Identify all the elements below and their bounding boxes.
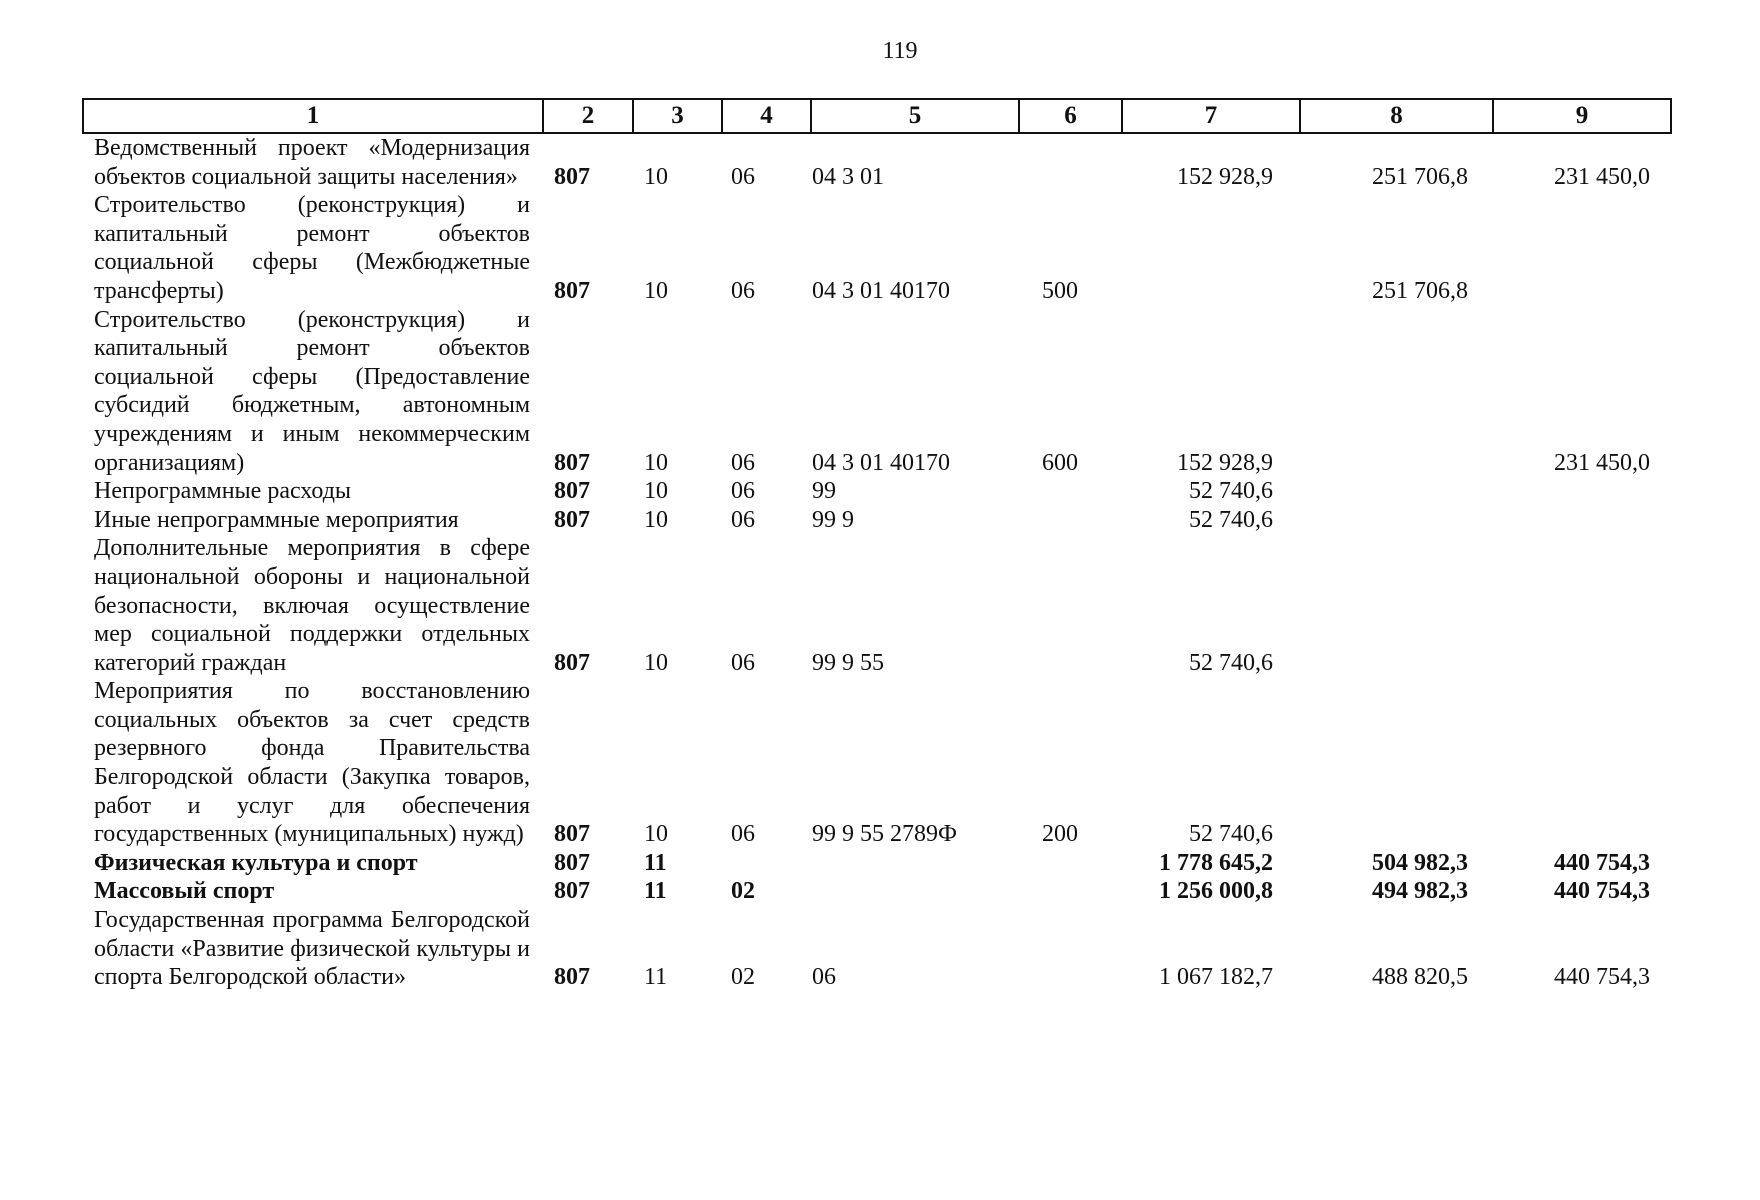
row-col-3: 10 <box>644 821 668 848</box>
header-col-6: 6 <box>1019 99 1122 133</box>
row-col-9: 440 754,3 <box>1554 849 1650 876</box>
row-col-2: 807 <box>554 964 590 991</box>
row-description: Массовый спорт <box>94 878 275 905</box>
row-col-4: 06 <box>731 478 755 505</box>
table-row <box>82 134 1670 191</box>
row-description: Мероприятия по восстановлению социальных объектов за счет средств резервного фонда Правительства Белгородской области (Закупка товаров, работ и услуг для обеспечения государственных (муниципальных) нужд) <box>94 678 536 848</box>
row-col-6: 500 <box>1042 277 1078 304</box>
row-col-4: 06 <box>731 821 755 848</box>
table-row <box>82 534 1670 677</box>
row-col-5: 04 3 01 <box>812 163 884 190</box>
row-col-2: 807 <box>554 478 590 505</box>
row-col-7: 52 740,6 <box>1189 478 1273 505</box>
row-col-3: 10 <box>644 449 668 476</box>
row-col-7: 52 740,6 <box>1189 649 1273 676</box>
row-col-3: 10 <box>644 478 668 505</box>
row-col-2: 807 <box>554 163 590 190</box>
table-row <box>82 677 1670 849</box>
row-col-3: 10 <box>644 277 668 304</box>
row-description: Государственная программа Белгородской области «Развитие физической культуры и спорта Белгородской области» <box>94 907 536 991</box>
row-col-2: 807 <box>554 277 590 304</box>
row-col-2: 807 <box>554 506 590 533</box>
row-col-9: 231 450,0 <box>1554 449 1650 476</box>
row-col-7: 52 740,6 <box>1189 821 1273 848</box>
header-col-8: 8 <box>1300 99 1493 133</box>
table-row <box>82 906 1670 992</box>
row-col-3: 10 <box>644 163 668 190</box>
row-col-4: 02 <box>731 964 755 991</box>
row-col-8: 488 820,5 <box>1372 964 1468 991</box>
row-col-2: 807 <box>554 821 590 848</box>
row-col-9: 440 754,3 <box>1554 964 1650 991</box>
row-description: Иные непрограммные мероприятия <box>94 506 459 533</box>
row-col-4: 06 <box>731 506 755 533</box>
row-col-6: 600 <box>1042 449 1078 476</box>
page-number: 119 <box>882 38 918 64</box>
table-header <box>82 98 1672 134</box>
row-col-4: 06 <box>731 163 755 190</box>
row-col-4: 02 <box>731 878 755 905</box>
table-row <box>82 506 1670 535</box>
table-row <box>82 877 1670 906</box>
row-col-9: 231 450,0 <box>1554 163 1650 190</box>
row-description: Физическая культура и спорт <box>94 849 418 876</box>
header-col-7: 7 <box>1122 99 1300 133</box>
row-col-2: 807 <box>554 849 590 876</box>
row-col-5: 99 9 <box>812 506 854 533</box>
row-col-3: 11 <box>644 849 667 876</box>
row-col-7: 1 778 645,2 <box>1159 849 1273 876</box>
row-col-4: 06 <box>731 649 755 676</box>
table-row <box>82 191 1670 305</box>
row-col-7: 152 928,9 <box>1177 163 1273 190</box>
row-col-8: 251 706,8 <box>1372 163 1468 190</box>
table-row <box>82 477 1670 506</box>
header-col-2: 2 <box>543 99 633 133</box>
header-col-4: 4 <box>722 99 811 133</box>
row-col-7: 152 928,9 <box>1177 449 1273 476</box>
row-description: Дополнительные мероприятия в сфере национальной обороны и национальной безопасности, включая осуществление мер социальной поддержки отдельных категорий граждан <box>94 535 536 676</box>
row-col-5: 04 3 01 40170 <box>812 277 950 304</box>
row-col-2: 807 <box>554 878 590 905</box>
header-col-3: 3 <box>633 99 722 133</box>
row-col-4: 06 <box>731 449 755 476</box>
row-col-5: 99 9 55 <box>812 649 884 676</box>
row-col-5: 99 9 55 2789Ф <box>812 821 957 848</box>
row-description: Строительство (реконструкция) и капитальный ремонт объектов социальной сферы (Предоставление субсидий бюджетным, автономным учреждениям и иным некоммерческим организациям) <box>94 306 536 476</box>
row-col-5: 04 3 01 40170 <box>812 449 950 476</box>
row-col-3: 10 <box>644 649 668 676</box>
header-col-1: 1 <box>83 99 543 133</box>
row-col-3: 11 <box>644 964 668 991</box>
table-row <box>82 306 1670 478</box>
row-col-7: 52 740,6 <box>1189 506 1273 533</box>
header-col-5: 5 <box>811 99 1019 133</box>
row-col-2: 807 <box>554 449 590 476</box>
row-col-6: 200 <box>1042 821 1078 848</box>
row-col-5: 06 <box>812 964 836 991</box>
row-col-8: 504 982,3 <box>1372 849 1468 876</box>
row-description: Непрограммные расходы <box>94 478 352 505</box>
row-col-4: 06 <box>731 277 755 304</box>
row-col-3: 10 <box>644 506 668 533</box>
row-col-3: 11 <box>644 878 667 905</box>
header-col-9: 9 <box>1493 99 1671 133</box>
row-col-8: 251 706,8 <box>1372 277 1468 304</box>
row-col-2: 807 <box>554 649 590 676</box>
row-col-8: 494 982,3 <box>1372 878 1468 905</box>
row-description: Строительство (реконструкция) и капитальный ремонт объектов социальной сферы (Межбюджетные трансферты) <box>94 192 536 304</box>
row-col-7: 1 256 000,8 <box>1159 878 1273 905</box>
row-col-7: 1 067 182,7 <box>1159 964 1273 991</box>
table-row <box>82 849 1670 878</box>
row-col-5: 99 <box>812 478 836 505</box>
table-body <box>82 134 1670 992</box>
row-description: Ведомственный проект «Модернизация объектов социальной защиты населения» <box>94 135 536 190</box>
row-col-9: 440 754,3 <box>1554 878 1650 905</box>
